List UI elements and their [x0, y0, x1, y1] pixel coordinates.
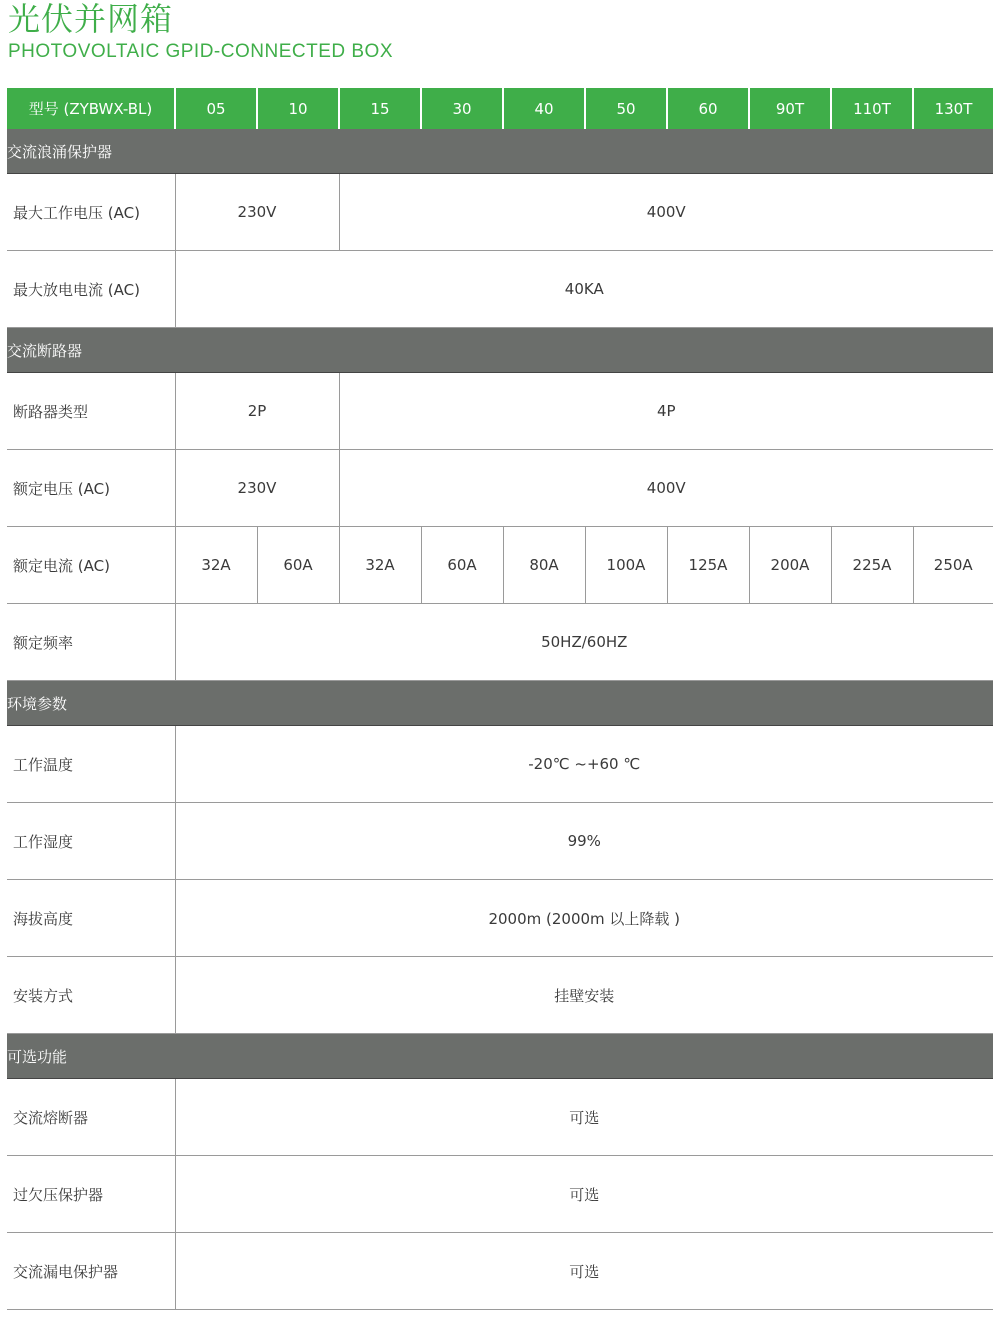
row-value: 99% [175, 803, 993, 880]
model-header: 90T [749, 88, 831, 129]
row-value: 50HZ/60HZ [175, 604, 993, 681]
section-row-breaker [7, 328, 993, 373]
table-row [7, 1079, 993, 1156]
section-row-optional [7, 1034, 993, 1079]
row-value: 32A [175, 527, 257, 604]
section-row-env [7, 681, 993, 726]
row-value: 可选 [175, 1079, 993, 1156]
row-label: 额定电流 (AC) [7, 527, 175, 604]
row-label: 海拔高度 [7, 880, 175, 957]
model-header: 40 [503, 88, 585, 129]
row-label: 过欠压保护器 [7, 1156, 175, 1233]
row-label: 最大放电电流 (AC) [7, 251, 175, 328]
page-subtitle: PHOTOVOLTAIC GPID-CONNECTED BOX [8, 41, 393, 62]
section-title: 环境参数 [7, 681, 993, 726]
row-value: 60A [421, 527, 503, 604]
table-header-row [7, 88, 993, 129]
row-label: 交流漏电保护器 [7, 1233, 175, 1310]
row-label: 额定电压 (AC) [7, 450, 175, 527]
page-title: 光伏并网箱 [8, 0, 174, 38]
model-header: 10 [257, 88, 339, 129]
model-header: 30 [421, 88, 503, 129]
row-value: 250A [913, 527, 993, 604]
row-value: 可选 [175, 1233, 993, 1310]
row-value: 400V [339, 174, 993, 251]
row-value: 80A [503, 527, 585, 604]
model-header: 15 [339, 88, 421, 129]
table-row [7, 450, 993, 527]
row-label: 交流熔断器 [7, 1079, 175, 1156]
row-value: 200A [749, 527, 831, 604]
row-value: 2000m (2000m 以上降载 ) [175, 880, 993, 957]
model-header: 05 [175, 88, 257, 129]
row-value: 230V [175, 450, 339, 527]
section-title: 交流断路器 [7, 328, 993, 373]
table-row [7, 174, 993, 251]
row-value: 2P [175, 373, 339, 450]
row-value: 4P [339, 373, 993, 450]
row-value: 40KA [175, 251, 993, 328]
row-value: 125A [667, 527, 749, 604]
table-row [7, 373, 993, 450]
section-title: 交流浪涌保护器 [7, 129, 993, 174]
table-row [7, 604, 993, 681]
row-value: -20℃ ~+60 ℃ [175, 726, 993, 803]
table-row [7, 251, 993, 328]
table-row [7, 1156, 993, 1233]
section-title: 可选功能 [7, 1034, 993, 1079]
section-row-surge [7, 129, 993, 174]
table-row [7, 957, 993, 1034]
table-row [7, 527, 993, 604]
row-value: 可选 [175, 1156, 993, 1233]
row-value: 100A [585, 527, 667, 604]
row-value: 32A [339, 527, 421, 604]
table-row [7, 880, 993, 957]
row-value: 225A [831, 527, 913, 604]
row-label: 断路器类型 [7, 373, 175, 450]
table-row [7, 803, 993, 880]
row-label: 工作温度 [7, 726, 175, 803]
model-header: 50 [585, 88, 667, 129]
model-header: 60 [667, 88, 749, 129]
row-value: 230V [175, 174, 339, 251]
model-label-header: 型号 (ZYBWX-BL) [7, 88, 175, 129]
row-label: 安装方式 [7, 957, 175, 1034]
row-label: 工作湿度 [7, 803, 175, 880]
row-label: 额定频率 [7, 604, 175, 681]
model-header: 130T [913, 88, 993, 129]
model-header: 110T [831, 88, 913, 129]
row-value: 挂壁安装 [175, 957, 993, 1034]
table-row [7, 726, 993, 803]
row-label: 最大工作电压 (AC) [7, 174, 175, 251]
row-value: 60A [257, 527, 339, 604]
spec-table [7, 88, 993, 1310]
table-row [7, 1233, 993, 1310]
row-value: 400V [339, 450, 993, 527]
